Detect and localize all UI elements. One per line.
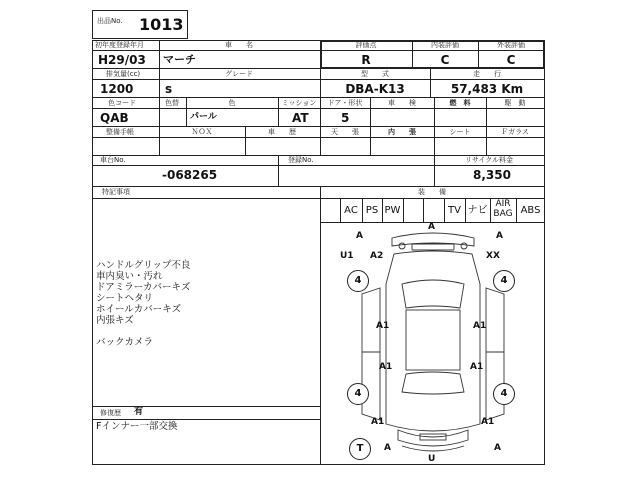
damage-mid-right-upper: A1	[473, 321, 487, 331]
damage-bottom-u: U	[428, 454, 436, 464]
col-line	[370, 97, 371, 126]
row-line	[92, 406, 321, 407]
fuel-label: 燃 料	[449, 99, 471, 107]
seat-label: シート	[449, 128, 471, 136]
col-line	[434, 97, 435, 126]
grade-value: s	[165, 82, 173, 96]
rear-window-outline	[402, 372, 464, 394]
headlight-right	[461, 243, 467, 249]
interior-trim-label: 内 張	[388, 128, 416, 136]
interior-score-value: C	[440, 53, 450, 67]
underbody-outline	[402, 446, 464, 451]
exterior-score-value: C	[506, 53, 516, 67]
equipment-airbag: AIR BAG	[493, 199, 513, 219]
damage-u1: U1	[340, 251, 354, 261]
equipment-ac: AC	[344, 205, 358, 216]
col-line	[186, 97, 187, 126]
chassis-value: -068265	[162, 168, 218, 182]
headliner-label: 天 張	[331, 128, 359, 136]
score-label: 評価点	[355, 41, 377, 49]
repair-note: Fインナー一部交換	[96, 421, 178, 432]
windshield-outline	[402, 280, 464, 308]
damage-rear-right: A1	[481, 417, 495, 427]
col-line	[159, 40, 160, 69]
roof-outline	[406, 310, 460, 370]
displacement-value: 1200	[100, 82, 134, 96]
damage-mid-left-lower: A1	[379, 362, 393, 372]
damage-top-center: A	[428, 222, 435, 232]
doors-label: ドア・形状	[327, 99, 363, 107]
col-line	[486, 97, 487, 126]
tire-rear-right: 4	[493, 383, 515, 405]
col-line	[412, 40, 413, 69]
rear-bumper-outline	[398, 430, 468, 446]
remark-line: ホイールカバーキズ	[96, 304, 182, 315]
inspection-label: 車 検	[388, 99, 416, 107]
tire-front-right: 4	[493, 270, 515, 292]
row-line	[92, 165, 545, 166]
tire-front-left: 4	[347, 270, 369, 292]
damage-mid-left-upper: A1	[376, 321, 390, 331]
equipment-divider	[423, 198, 424, 222]
remark-line: 内張キズ	[96, 315, 134, 326]
lot-number-value: 1013	[139, 15, 184, 34]
first-reg-value: H29/03	[98, 53, 146, 67]
displacement-label: 排気量(cc)	[106, 70, 141, 78]
remark-line: シートヘタリ	[96, 293, 154, 304]
damage-a2: A2	[370, 251, 384, 261]
model-value: DBA-K13	[345, 82, 405, 96]
first-reg-label: 初年度登録年月	[95, 41, 144, 49]
exterior-score-label: 外装評価	[497, 41, 525, 49]
remark-line: 車内臭い・汚れ	[96, 271, 163, 282]
model-label: 型 式	[361, 70, 389, 78]
car-name-value: マーチ	[163, 53, 196, 66]
color-code-value: QAB	[100, 111, 129, 125]
grade-label: グレード	[225, 70, 253, 78]
equipment-navi: ナビ	[467, 205, 488, 216]
damage-bottom-left: A	[384, 443, 391, 453]
lot-number-label: 出品No.	[97, 17, 123, 25]
history-label: 車 歴	[268, 128, 296, 136]
col-line	[434, 126, 435, 155]
col-line	[278, 155, 279, 186]
col-line	[159, 126, 160, 155]
equipment-tv: TV	[448, 205, 461, 216]
damage-top-right: A	[496, 231, 503, 241]
repair-history-label: 修復歴	[100, 409, 121, 417]
transmission-label: ミッション	[281, 99, 317, 107]
nox-label: ＮＯＸ	[191, 128, 213, 136]
car-name-label: 車 名	[225, 41, 253, 49]
row-line	[92, 186, 545, 187]
col-line	[278, 97, 279, 126]
interior-score-label: 内装評価	[431, 41, 459, 49]
recycle-label: リサイクル料金	[464, 156, 514, 164]
col-line	[430, 68, 431, 97]
lot-number-box	[92, 10, 188, 39]
color-label: 色	[228, 99, 236, 107]
mileage-value: 57,483 Km	[450, 82, 524, 96]
col-line	[434, 155, 435, 186]
remark-line: ハンドルグリップ不良	[96, 260, 191, 271]
col-line	[320, 68, 321, 97]
equipment-pw: PW	[384, 205, 401, 216]
equipment-ps: PS	[365, 205, 379, 216]
trunk-marker: T	[349, 438, 371, 460]
col-line	[320, 186, 321, 465]
col-line	[159, 97, 160, 126]
row-line	[92, 419, 321, 420]
front-grille	[412, 244, 454, 250]
row-line	[92, 198, 545, 199]
transmission-value: AT	[292, 111, 309, 125]
color-code-label: 色コード	[108, 99, 136, 107]
windshield-label: Ｆガラス	[501, 128, 529, 136]
equipment-label: 装 備	[418, 188, 446, 196]
col-line	[370, 126, 371, 155]
maintenance-record-label: 整備手帳	[106, 128, 134, 136]
color-type-label: 色替	[165, 99, 179, 107]
col-line	[245, 126, 246, 155]
score-value: R	[361, 53, 371, 67]
drive-label: 駆 動	[504, 99, 526, 107]
equipment-abs: ABS	[520, 205, 541, 216]
headlight-left	[399, 243, 405, 249]
damage-xx: XX	[486, 251, 500, 261]
recycle-value: 8,350	[473, 168, 511, 182]
damage-mid-right-lower: A1	[470, 362, 484, 372]
repair-history-value: 有	[134, 407, 144, 417]
col-line	[478, 40, 479, 69]
col-line	[159, 68, 160, 97]
car-body-outline	[386, 251, 480, 431]
tire-rear-left: 4	[347, 383, 369, 405]
equipment-divider	[403, 198, 404, 222]
registration-label: 登録No.	[288, 156, 314, 164]
damage-top-left: A	[356, 231, 363, 241]
doors-value: 5	[341, 111, 350, 125]
col-line	[320, 97, 321, 126]
damage-bottom-right: A	[494, 443, 501, 453]
color-type-value: パール	[190, 112, 217, 122]
car-damage-diagram	[322, 224, 544, 464]
col-line	[320, 126, 321, 155]
chassis-label: 車台No.	[100, 156, 126, 164]
mileage-label: 走 行	[473, 70, 501, 78]
remarks-label: 特記事項	[102, 188, 130, 196]
damage-rear-left: A1	[371, 417, 385, 427]
col-line	[486, 126, 487, 155]
remark-line: バックカメラ	[96, 337, 154, 348]
remark-line: ドアミラーカバーキズ	[96, 282, 191, 293]
